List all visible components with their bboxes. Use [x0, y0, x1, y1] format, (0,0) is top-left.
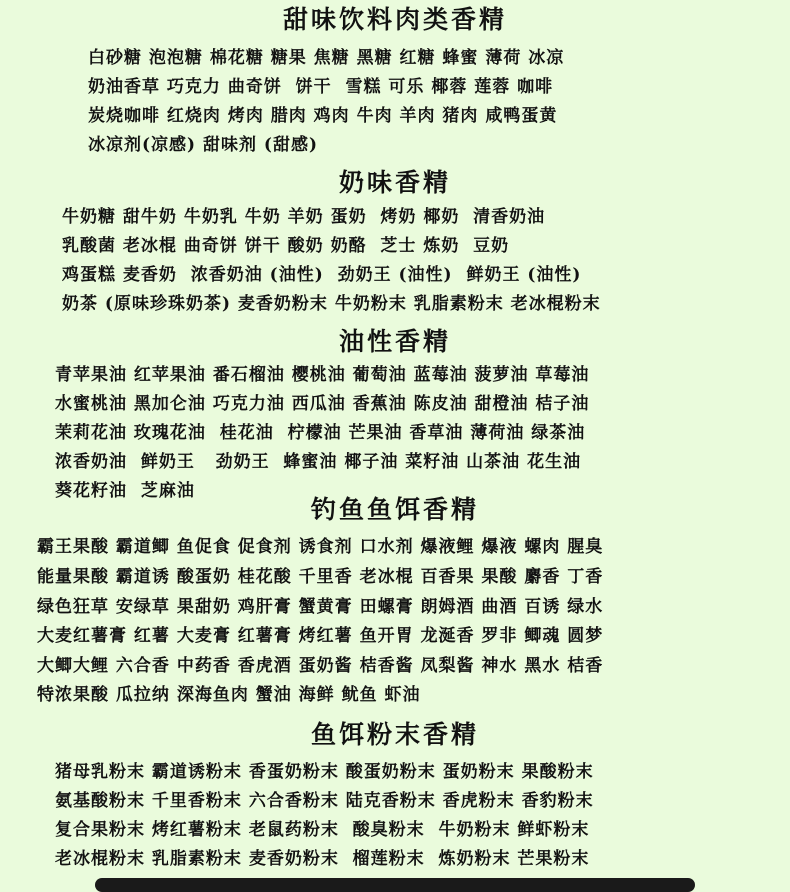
flavor-line: 葵花籽油 芝麻油: [55, 481, 195, 501]
bottom-decoration-bar: [95, 878, 695, 892]
flavor-line: 大麦红薯膏 红薯 大麦膏 红薯膏 烤红薯 鱼开胃 龙涎香 罗非 鲫魂 圆梦: [37, 626, 604, 646]
flavor-line: 青苹果油 红苹果油 番石榴油 樱桃油 葡萄油 蓝莓油 菠萝油 草莓油: [55, 365, 590, 385]
flavor-line: 大鲫大鲤 六合香 中药香 香虎酒 蛋奶酱 桔香酱 凤梨酱 神水 黑水 桔香: [37, 656, 604, 676]
section-title: 奶味香精: [338, 168, 451, 197]
flavor-line: 能量果酸 霸道诱 酸蛋奶 桂花酸 千里香 老冰棍 百香果 果酸 麝香 丁香: [37, 567, 604, 587]
flavor-line: 奶茶 (原味珍珠奶茶) 麦香奶粉末 牛奶粉末 乳脂素粉末 老冰棍粉末: [62, 294, 601, 314]
flavor-line: 老冰棍粉末 乳脂素粉末 麦香奶粉末 榴莲粉末 炼奶粉末 芒果粉末: [55, 849, 590, 869]
flavor-line: 白砂糖 泡泡糖 棉花糖 糖果 焦糖 黑糖 红糖 蜂蜜 薄荷 冰凉: [88, 48, 565, 68]
section-title: 钓鱼鱼饵香精: [310, 495, 479, 524]
flavor-line: 鸡蛋糕 麦香奶 浓香奶油 (油性) 劲奶王 (油性) 鲜奶王 (油性): [62, 265, 582, 285]
flavor-line: 奶油香草 巧克力 曲奇饼 饼干 雪糕 可乐 椰蓉 莲蓉 咖啡: [88, 77, 554, 97]
section-title: 鱼饵粉末香精: [310, 720, 479, 749]
flavor-line: 特浓果酸 瓜拉纳 深海鱼肉 蟹油 海鲜 鱿鱼 虾油: [37, 685, 421, 705]
flavor-line: 复合果粉末 烤红薯粉末 老鼠药粉末 酸臭粉末 牛奶粉末 鲜虾粉末: [55, 820, 590, 840]
flavor-line: 氨基酸粉末 千里香粉末 六合香粉末 陆克香粉末 香虎粉末 香豹粉末: [55, 791, 594, 811]
flavor-line: 猪母乳粉末 霸道诱粉末 香蛋奶粉末 酸蛋奶粉末 蛋奶粉末 果酸粉末: [55, 762, 594, 782]
flavor-line: 浓香奶油 鲜奶王 劲奶王 蜂蜜油 椰子油 菜籽油 山茶油 花生油: [55, 452, 582, 472]
flavor-line: 茉莉花油 玫瑰花油 桂花油 柠檬油 芒果油 香草油 薄荷油 绿茶油: [55, 423, 586, 443]
flavor-line: 水蜜桃油 黑加仑油 巧克力油 西瓜油 香蕉油 陈皮油 甜橙油 桔子油: [55, 394, 590, 414]
section-title: 油性香精: [338, 327, 451, 356]
flavor-line: 牛奶糖 甜牛奶 牛奶乳 牛奶 羊奶 蛋奶 烤奶 椰奶 清香奶油: [62, 207, 546, 227]
section-title: 甜味饮料肉类香精: [282, 5, 507, 34]
flavor-line: 炭烧咖啡 红烧肉 烤肉 腊肉 鸡肉 牛肉 羊肉 猪肉 咸鸭蛋黄: [88, 106, 558, 126]
flavor-line: 冰凉剂(凉感) 甜味剂 (甜感): [88, 135, 319, 155]
flavor-line: 乳酸菌 老冰棍 曲奇饼 饼干 酸奶 奶酪 芝士 炼奶 豆奶: [62, 236, 510, 256]
flavor-line: 霸王果酸 霸道鲫 鱼促食 促食剂 诱食剂 口水剂 爆液鲤 爆液 螺肉 腥臭: [37, 537, 604, 557]
flavor-line: 绿色狂草 安绿草 果甜奶 鸡肝膏 蟹黄膏 田螺膏 朗姆酒 曲酒 百诱 绿水: [37, 597, 604, 617]
